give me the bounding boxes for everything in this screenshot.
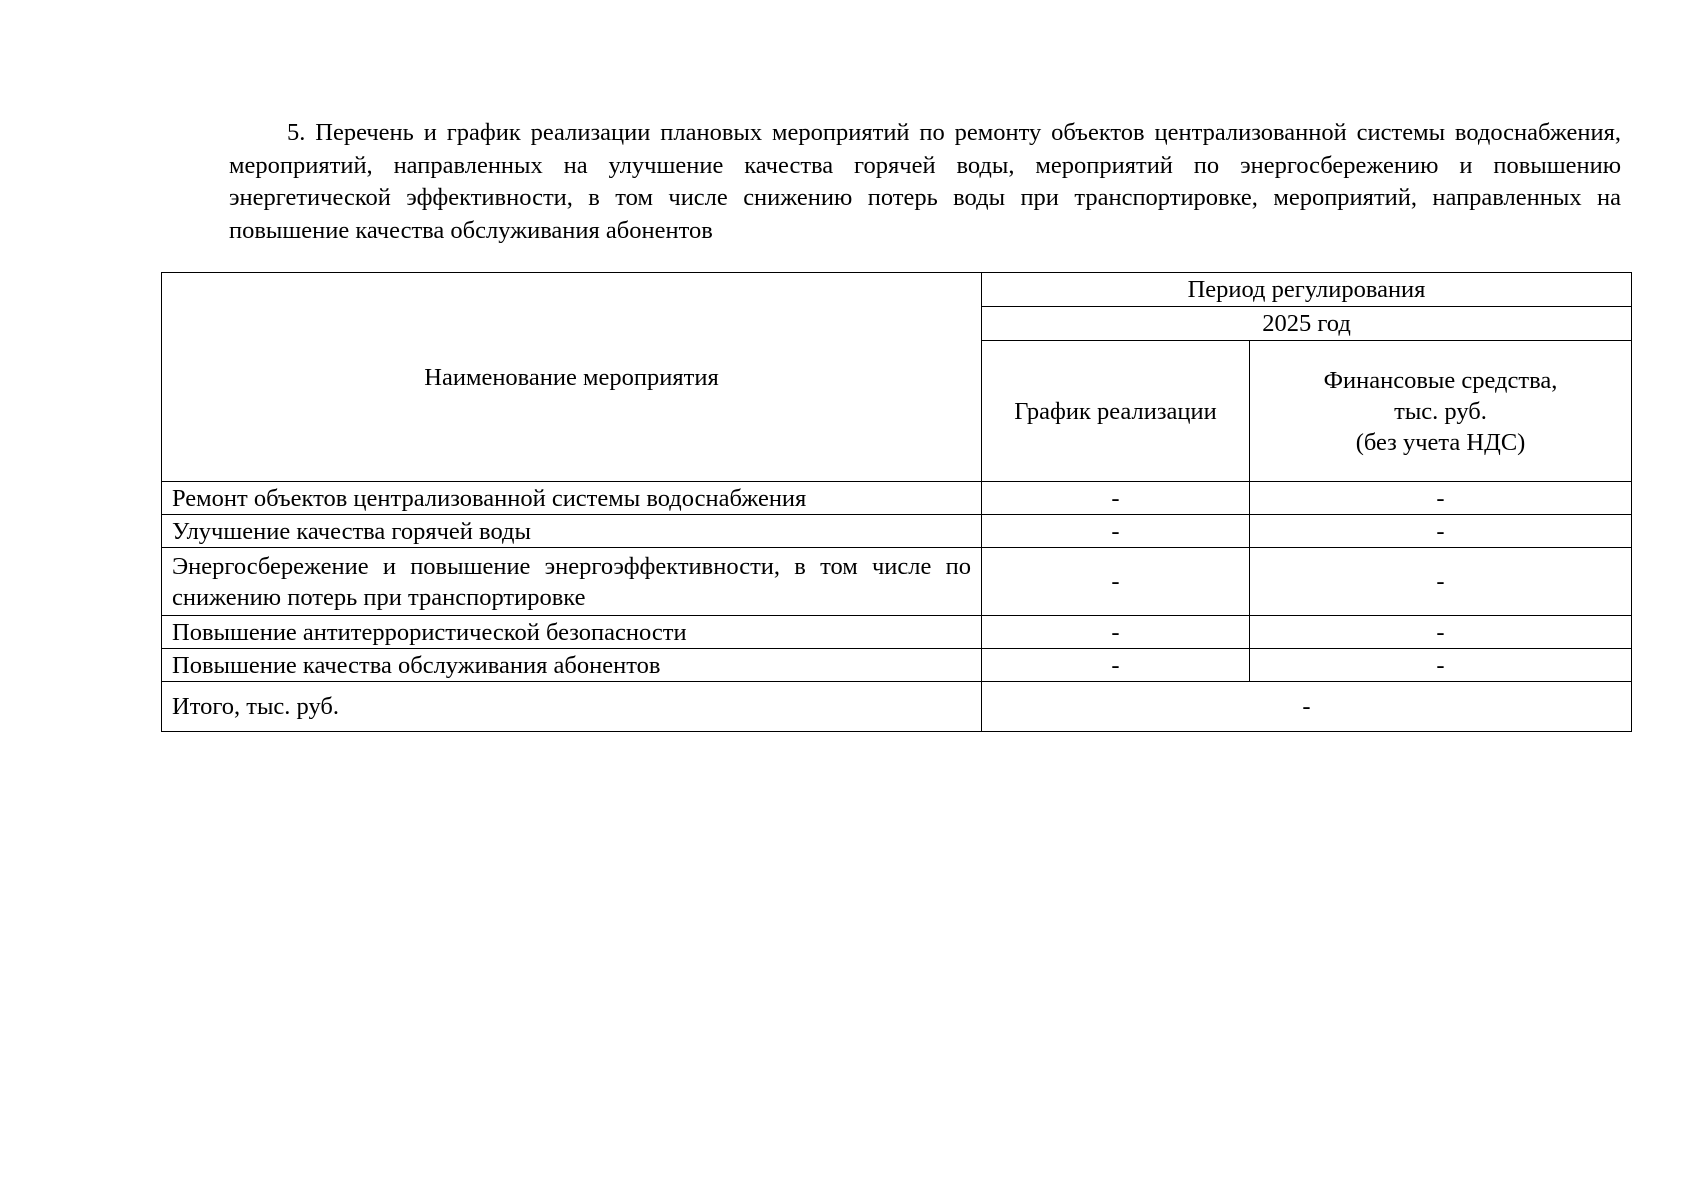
- table-row: [162, 548, 1632, 616]
- measure-name-cell: Ремонт объектов централизованной системы водоснабжения: [162, 482, 982, 515]
- finance-cell: -: [1250, 616, 1632, 649]
- finance-cell: -: [1250, 515, 1632, 548]
- header-schedule: График реализации: [982, 341, 1250, 482]
- header-finance-line-1: Финансовые средства,: [1323, 366, 1558, 394]
- finance-cell: -: [1250, 482, 1632, 515]
- measure-name-cell: Улучшение качества горячей воды: [162, 515, 982, 548]
- total-label: Итого, тыс. руб.: [162, 682, 982, 732]
- header-regulation-period: Период регулирования: [982, 273, 1632, 307]
- schedule-cell: -: [982, 515, 1250, 548]
- table-row: [162, 515, 1632, 548]
- total-row: [162, 682, 1632, 732]
- measure-name-cell: Повышение качества обслуживания абонентов: [162, 649, 982, 682]
- table-row: [162, 482, 1632, 515]
- finance-cell: -: [1250, 649, 1632, 682]
- section-heading: 5. Перечень и график реализации плановых мероприятий по ремонту объектов централизованной системы водоснабжения, мероприятий, направленных на улучшение качества горячей воды, мероприятий по энергосбережению и повышению энергетической эффективности, в том числе снижению потерь воды при транспортировке, мероприятий, направленных на повышение качества обслуживания абонентов: [229, 119, 1621, 244]
- schedule-cell: -: [982, 548, 1250, 616]
- schedule-cell: -: [982, 482, 1250, 515]
- header-measure-name: Наименование мероприятия: [162, 273, 982, 482]
- header-finance: [1250, 341, 1632, 482]
- total-value: -: [982, 682, 1632, 732]
- measure-name-cell: Повышение антитеррористической безопасности: [162, 616, 982, 649]
- measure-name-cell: Энергосбережение и повышение энергоэффективности, в том числе по снижению потерь при транспортировке: [162, 548, 982, 616]
- schedule-cell: -: [982, 616, 1250, 649]
- table-row: [162, 649, 1632, 682]
- schedule-cell: -: [982, 649, 1250, 682]
- measures-table: [161, 272, 1632, 732]
- header-finance-line-2: тыс. руб.: [1394, 397, 1487, 425]
- header-finance-line-3: (без учета НДС): [1355, 428, 1526, 456]
- table-row: [162, 616, 1632, 649]
- finance-cell: -: [1250, 548, 1632, 616]
- header-year: 2025 год: [982, 307, 1632, 341]
